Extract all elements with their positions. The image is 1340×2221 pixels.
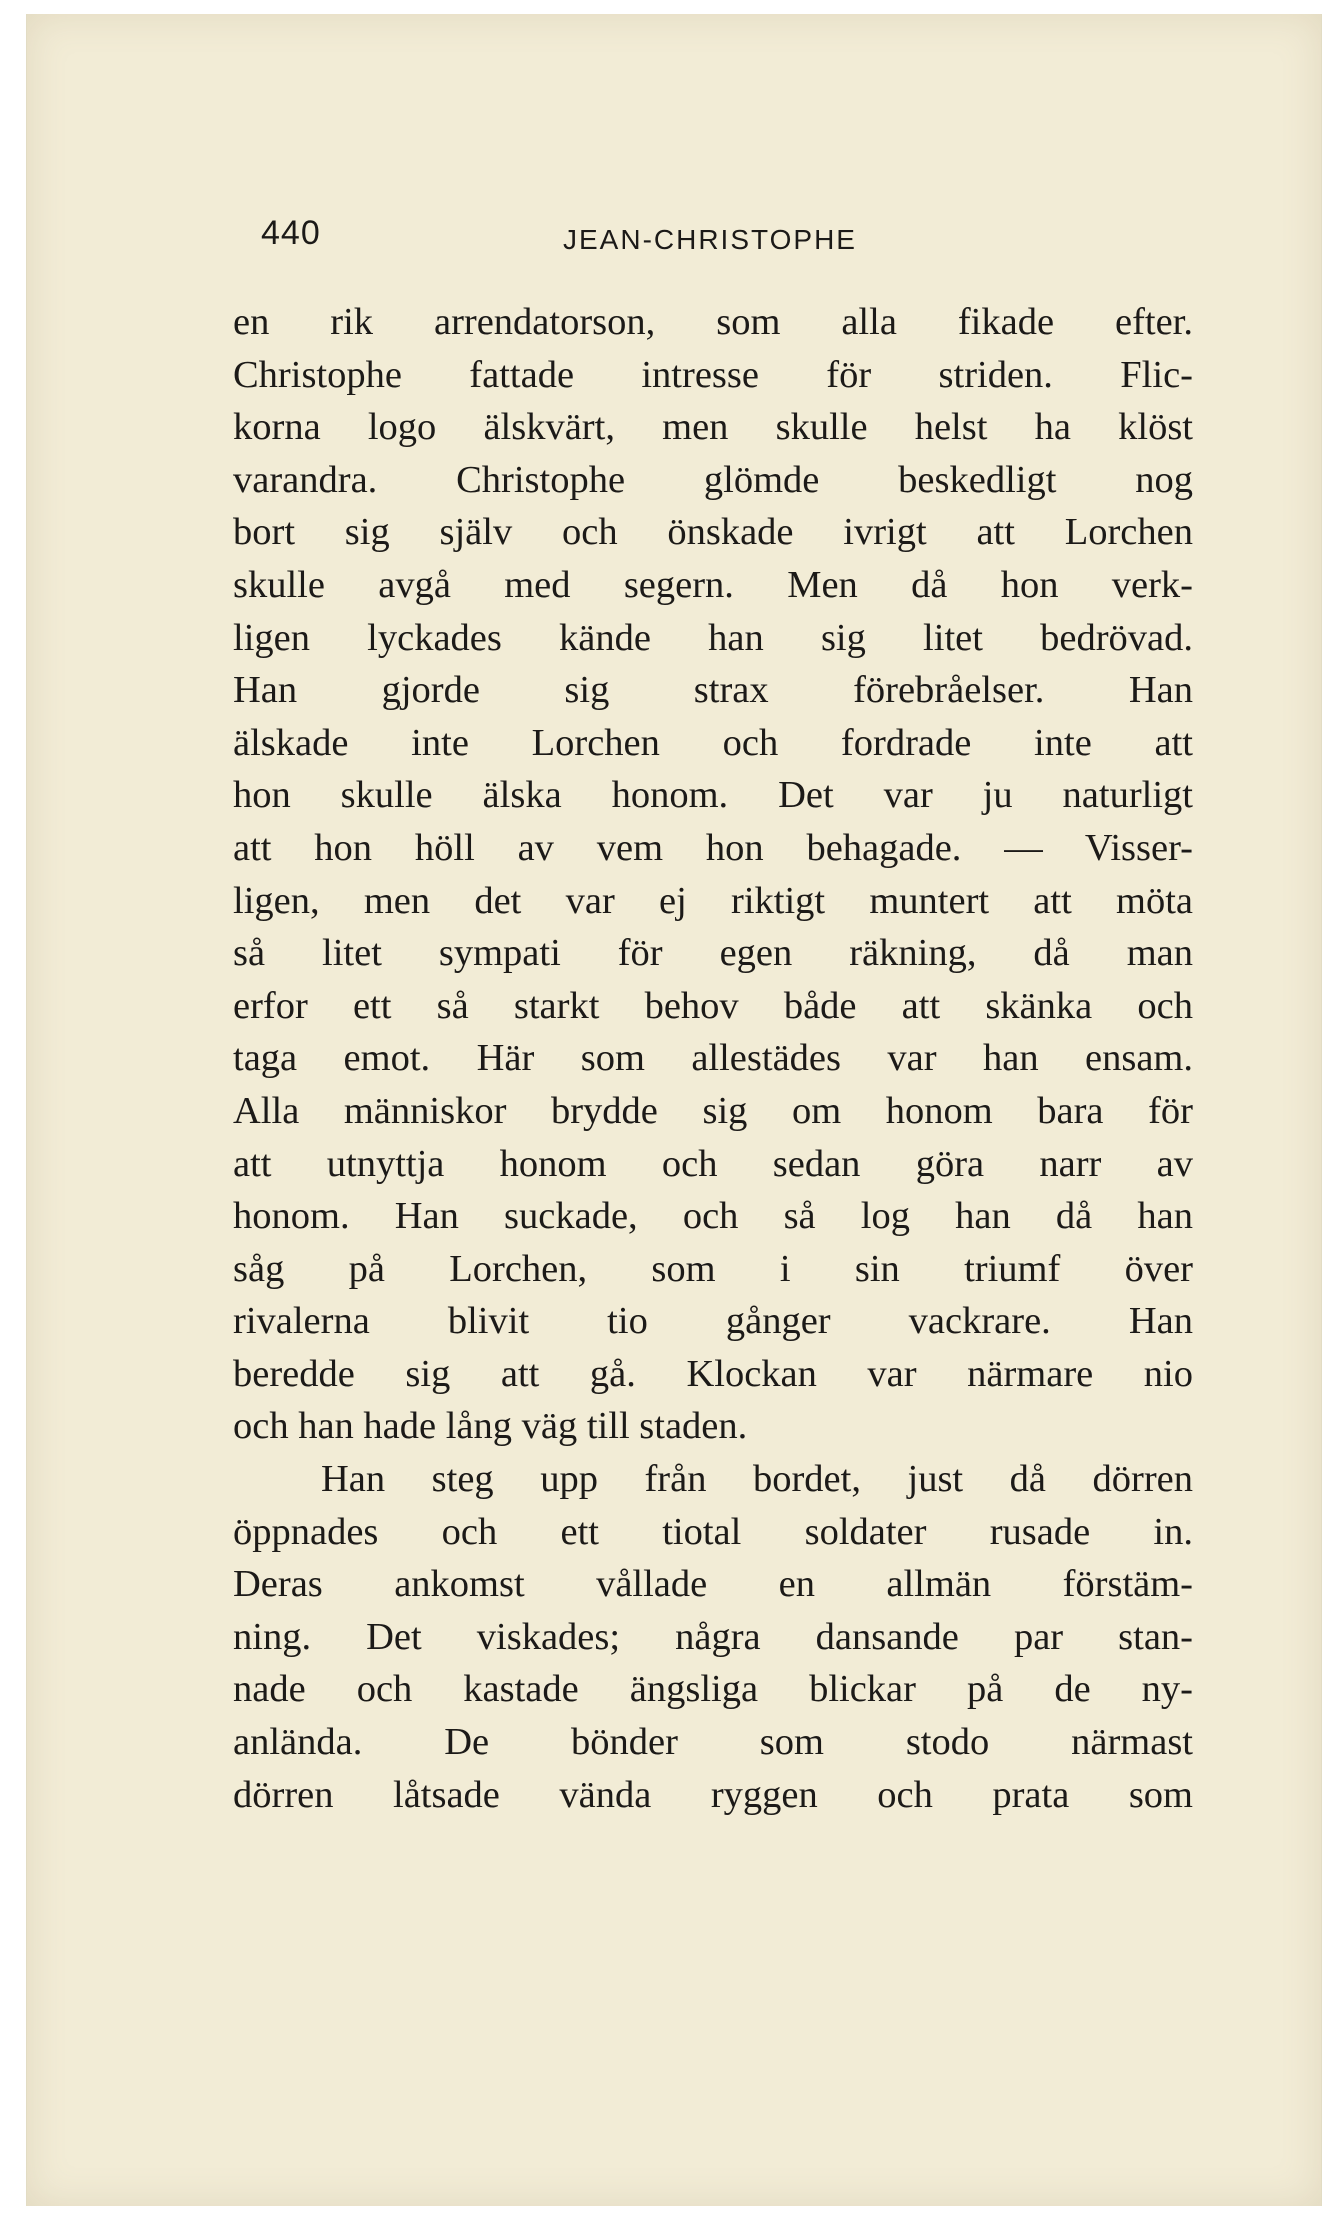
text-line: nade och kastade ängsliga blickar på de ny-: [233, 1668, 1193, 1711]
book-title: JEAN-CHRISTOPHE: [563, 224, 857, 255]
text-line: Deras ankomst vållade en allmän förstäm-: [233, 1563, 1193, 1606]
text-line: korna logo älskvärt, men skulle helst ha klöst: [233, 406, 1193, 449]
text-line: att hon höll av vem hon behagade. — Visser-: [233, 826, 1193, 869]
text-line: anlända. De bönder som stodo närmast: [233, 1721, 1193, 1764]
text-line: ning. Det viskades; några dansande par stan-: [233, 1615, 1193, 1658]
text-line: rivalerna blivit tio gånger vackrare. Han: [233, 1300, 1193, 1343]
text-line: och han hade lång väg till staden.: [233, 1405, 748, 1448]
text-line: taga emot. Här som allestädes var han ensam.: [233, 1037, 1193, 1080]
book-page: [26, 14, 1322, 2206]
text-line: så litet sympati för egen räkning, då man: [233, 932, 1193, 975]
text-line: ligen, men det var ej riktigt muntert att möta: [233, 879, 1193, 922]
text-line: erfor ett så starkt behov både att skänka och: [233, 984, 1193, 1027]
text-line: skulle avgå med segern. Men då hon verk-: [233, 563, 1193, 606]
text-line: ligen lyckades kände han sig litet bedrövad.: [233, 616, 1193, 659]
running-header: [27, 214, 1321, 274]
text-line: bort sig själv och önskade ivrigt att Lorchen: [233, 511, 1193, 554]
page-number: 440: [261, 214, 321, 252]
text-line: dörren låtsade vända ryggen och prata som: [233, 1773, 1193, 1816]
text-line: älskade inte Lorchen och fordrade inte att: [233, 721, 1193, 764]
text-line: hon skulle älska honom. Det var ju naturligt: [233, 774, 1193, 817]
body-text: [233, 296, 1193, 1821]
text-line: att utnyttja honom och sedan göra narr av: [233, 1142, 1193, 1185]
text-line: Christophe fattade intresse för striden. Flic-: [233, 353, 1193, 396]
text-line: honom. Han suckade, och så log han då han: [233, 1195, 1193, 1238]
text-line: Han gjorde sig strax förebråelser. Han: [233, 669, 1193, 712]
text-line: öppnades och ett tiotal soldater rusade in.: [233, 1510, 1193, 1553]
text-line: en rik arrendatorson, som alla fikade efter.: [233, 301, 1193, 343]
text-line: beredde sig att gå. Klockan var närmare nio: [233, 1352, 1193, 1395]
text-line: Han steg upp från bordet, just då dörren: [321, 1458, 1193, 1501]
text-line: Alla människor brydde sig om honom bara för: [233, 1089, 1193, 1132]
text-line: varandra. Christophe glömde beskedligt nog: [233, 458, 1193, 501]
text-line: såg på Lorchen, som i sin triumf över: [233, 1247, 1193, 1290]
